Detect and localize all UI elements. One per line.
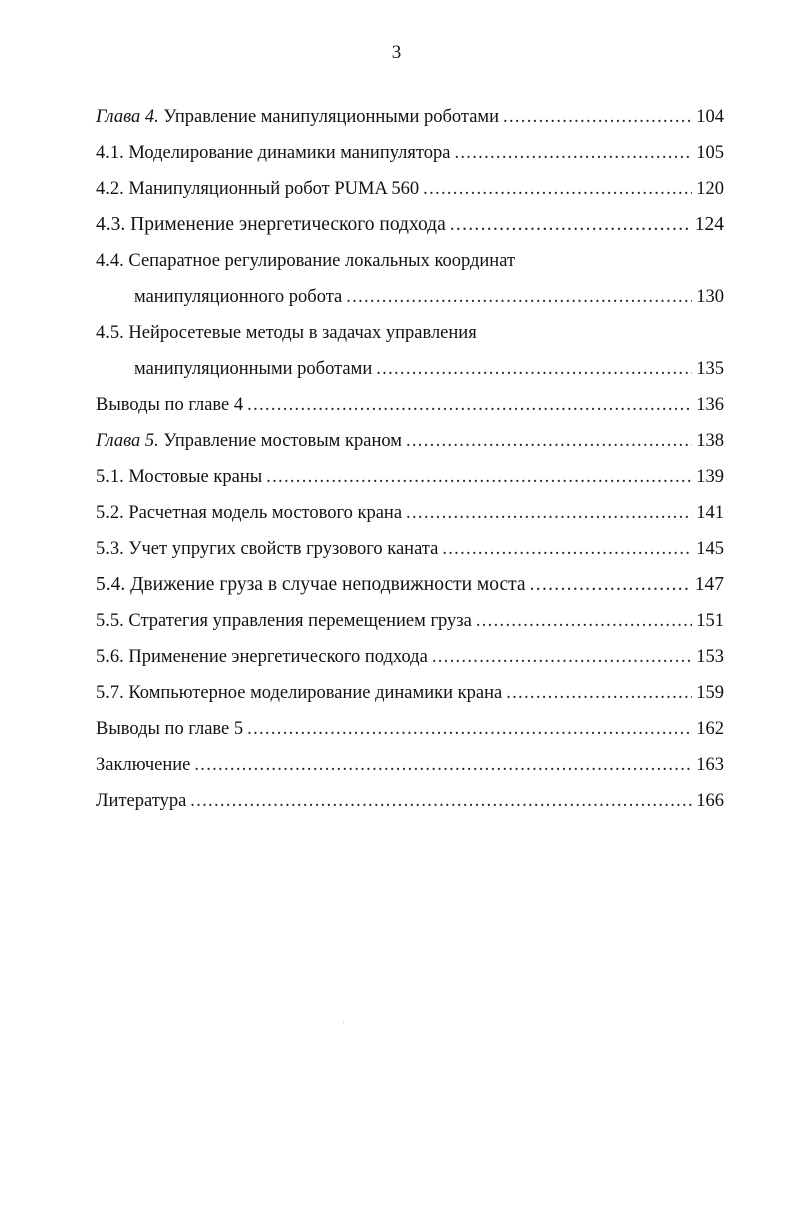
- toc-entry-4-5-continuation[interactable]: [96, 344, 724, 380]
- toc-entry-conclusions-5[interactable]: [96, 704, 724, 740]
- toc-entry-title: Литература: [96, 791, 187, 811]
- toc-entry-title: 4.3. Применение энергетического подхода: [96, 214, 446, 235]
- toc-entry-title: Заключение: [96, 755, 191, 775]
- toc-entry-continuation: манипуляционными роботами: [134, 359, 373, 379]
- toc-entry-page: 141: [696, 503, 724, 523]
- toc-entry-page: 145: [696, 539, 724, 559]
- toc-entry-4-4-continuation[interactable]: [96, 272, 724, 308]
- chapter-prefix: Глава 4.: [96, 107, 159, 127]
- toc-entry-page: 151: [696, 611, 724, 631]
- toc-entry-title: 5.2. Расчетная модель мостового крана: [96, 503, 403, 523]
- toc-entry-4-2[interactable]: [96, 164, 724, 200]
- dot-leader: [432, 646, 692, 668]
- dot-leader: [406, 502, 692, 524]
- toc-entry-title: 4.4. Сепаратное регулирование локальных координат: [96, 251, 516, 271]
- dot-leader: [506, 682, 692, 704]
- toc-entry-literature[interactable]: [96, 776, 724, 812]
- toc-entry-5-6[interactable]: [96, 632, 724, 668]
- toc-entry-4-5[interactable]: [96, 308, 724, 344]
- dot-leader: [476, 610, 692, 632]
- toc-entry-chapter-5[interactable]: [96, 416, 724, 452]
- toc-entry-page: 166: [696, 791, 724, 811]
- dot-leader: [247, 394, 692, 416]
- toc-entry-4-4[interactable]: [96, 236, 724, 272]
- dot-leader: [503, 106, 692, 128]
- dot-leader: [190, 790, 692, 812]
- table-of-contents: [96, 92, 724, 812]
- toc-entry-page: 162: [696, 719, 724, 739]
- toc-entry-title: 4.1. Моделирование динамики манипулятора: [96, 143, 451, 163]
- toc-entry-title: Управление манипуляционными роботами: [163, 107, 500, 127]
- dot-leader: [454, 142, 692, 164]
- toc-entry-title: 5.5. Стратегия управления перемещением груза: [96, 611, 472, 631]
- toc-entry-title: Выводы по главе 4: [96, 395, 244, 415]
- toc-entry-title: Управление мостовым краном: [163, 431, 402, 451]
- toc-entry-title: 5.3. Учет упругих свойств грузового каната: [96, 539, 439, 559]
- toc-entry-4-1[interactable]: [96, 128, 724, 164]
- toc-entry-title: 5.6. Применение энергетического подхода: [96, 647, 428, 667]
- dot-leader: [423, 178, 692, 200]
- dot-leader: [247, 718, 692, 740]
- toc-entry-4-3[interactable]: [96, 200, 724, 236]
- toc-entry-5-7[interactable]: [96, 668, 724, 704]
- dot-leader: [266, 466, 692, 488]
- toc-entry-title: 4.2. Манипуляционный робот PUMA 560: [96, 179, 420, 199]
- dot-leader: [376, 358, 692, 380]
- toc-entry-page: 139: [696, 467, 724, 487]
- toc-entry-page: 147: [694, 574, 724, 595]
- toc-entry-page: 105: [696, 143, 724, 163]
- toc-entry-page: 159: [696, 683, 724, 703]
- toc-entry-title: 5.7. Компьютерное моделирование динамики крана: [96, 683, 503, 703]
- toc-entry-page: 136: [696, 395, 724, 415]
- toc-entry-title: 5.1. Мостовые краны: [96, 467, 263, 487]
- dot-leader: [194, 754, 692, 776]
- toc-entry-page: 124: [694, 214, 724, 235]
- dot-leader: [406, 430, 692, 452]
- dot-leader: [442, 538, 692, 560]
- dot-leader: [346, 286, 692, 308]
- toc-entry-5-2[interactable]: [96, 488, 724, 524]
- toc-entry-5-4[interactable]: [96, 560, 724, 596]
- toc-entry-5-5[interactable]: [96, 596, 724, 632]
- dot-leader: [530, 574, 691, 596]
- toc-entry-chapter-4[interactable]: [96, 92, 724, 128]
- toc-entry-title: 4.5. Нейросетевые методы в задачах управления: [96, 323, 477, 343]
- toc-entry-page: 163: [696, 755, 724, 775]
- toc-entry-title: 5.4. Движение груза в случае неподвижности моста: [96, 574, 526, 595]
- toc-entry-continuation: манипуляционного робота: [134, 287, 343, 307]
- toc-entry-5-3[interactable]: [96, 524, 724, 560]
- toc-entry-page: 135: [696, 359, 724, 379]
- toc-entry-page: 120: [696, 179, 724, 199]
- scan-speck: [343, 1022, 344, 1023]
- chapter-prefix: Глава 5.: [96, 431, 159, 451]
- toc-entry-conclusions-4[interactable]: [96, 380, 724, 416]
- toc-entry-conclusion[interactable]: [96, 740, 724, 776]
- page-number: 3: [391, 42, 402, 63]
- toc-entry-page: 153: [696, 647, 724, 667]
- toc-entry-page: 130: [696, 287, 724, 307]
- toc-entry-page: 138: [696, 431, 724, 451]
- dot-leader: [450, 214, 691, 236]
- toc-entry-page: 104: [696, 107, 724, 127]
- toc-entry-title: Выводы по главе 5: [96, 719, 244, 739]
- toc-entry-5-1[interactable]: [96, 452, 724, 488]
